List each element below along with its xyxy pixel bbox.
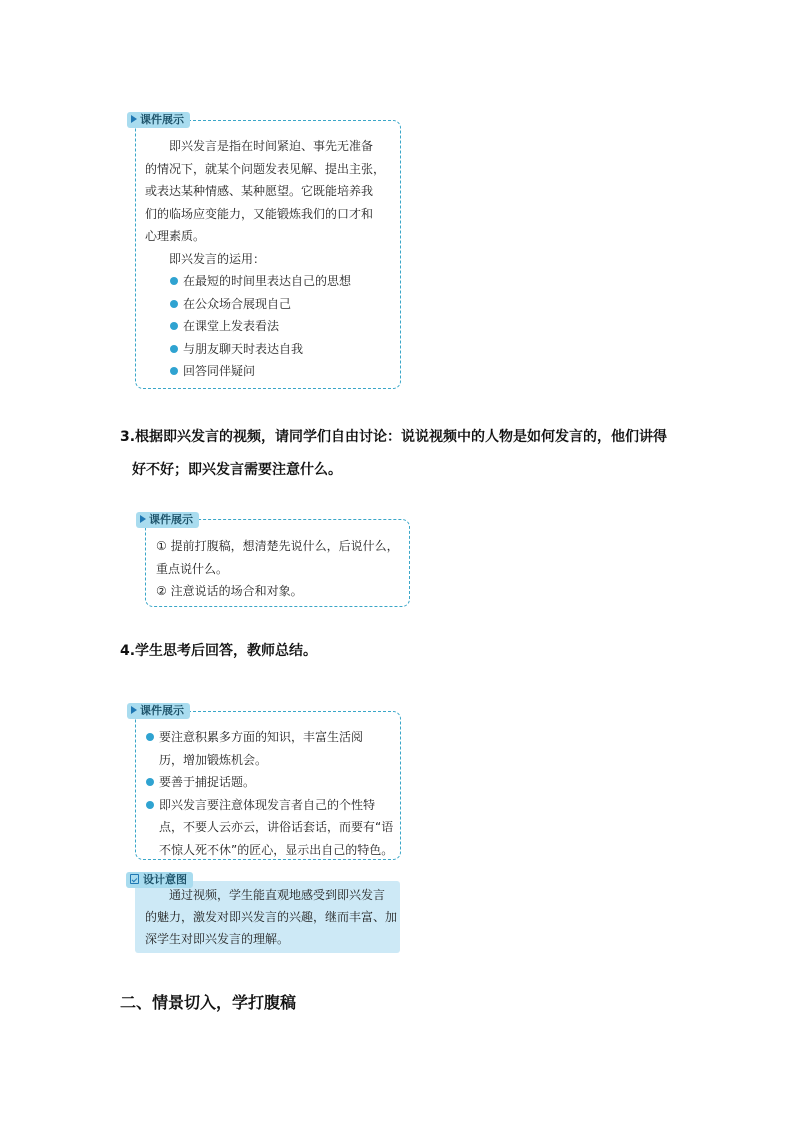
courseware-tag-1	[127, 112, 190, 128]
para-line: 或表达某种情感、某种愿望。它既能培养我	[145, 184, 374, 198]
play-triangle-icon	[140, 515, 146, 523]
question-3-line-2: 好不好；即兴发言需要注意什么。	[132, 462, 342, 478]
clipboard-icon	[130, 874, 139, 884]
para-line: 们的临场应变能力，又能锻炼我们的口才和	[145, 206, 374, 221]
courseware-tag-2	[136, 512, 199, 528]
design-line: 通过视频，学生能直观地感受到即兴发言	[169, 888, 386, 902]
tag-label: 设计意图	[143, 873, 187, 886]
item-line: 要注意积累多方面的知识，丰富生活阅	[159, 730, 364, 744]
item-line: 即兴发言要注意体现发言者自己的个性特	[159, 797, 376, 812]
courseware-1-content	[145, 135, 395, 383]
courseware-2-content	[156, 535, 406, 603]
para-line: 心理素质。	[145, 229, 206, 243]
design-intent-content	[145, 884, 397, 950]
usage-list	[145, 270, 395, 383]
design-line: 深学生对即兴发言的理解。	[145, 932, 290, 946]
note-line: 重点说什么。	[156, 561, 229, 576]
para-line: 的情况下，就某个问题发表见解、提出主张，	[145, 161, 386, 176]
play-triangle-icon	[131, 115, 137, 123]
para-line: 即兴发言是指在时间紧迫、事先无准备	[169, 139, 374, 153]
courseware-3-content	[145, 726, 397, 861]
item-line: 点，不要人云亦云，讲俗话套话，而要有“语	[159, 820, 394, 834]
list-item: 在公众场合展现自己	[169, 293, 395, 316]
question-3-line-1: 3.根据即兴发言的视频，请同学们自由讨论：说说视频中的人物是如何发言的，他们讲得	[120, 429, 668, 445]
question-3	[120, 422, 720, 485]
note-line: ② 注意说话的场合和对象。	[156, 584, 303, 598]
tag-label: 课件展示	[140, 704, 184, 717]
note-line: ① 提前打腹稿，想清楚先说什么，后说什么，	[156, 539, 399, 553]
list-item: 回答同伴疑问	[169, 360, 395, 383]
play-triangle-icon	[131, 706, 137, 714]
courseware-tag-3	[127, 703, 190, 719]
item-line: 历，增加锻炼机会。	[159, 752, 268, 767]
design-line: 的魅力，激发对即兴发言的兴趣，继而丰富、加	[145, 910, 398, 924]
tag-label: 课件展示	[149, 513, 193, 526]
list-item	[145, 794, 397, 862]
list-item	[145, 771, 397, 794]
list-item	[145, 726, 397, 771]
tag-label: 课件展示	[140, 113, 184, 126]
question-4-line-1: 4.学生思考后回答，教师总结。	[120, 643, 318, 659]
item-line: 要善于捕捉话题。	[159, 775, 256, 789]
list-item: 与朋友聊天时表达自我	[169, 338, 395, 361]
section-title: 二、情景切入，学打腹稿	[120, 993, 297, 1012]
list-item: 在课堂上发表看法	[169, 315, 395, 338]
item-line: 不惊人死不休”的匠心，显示出自己的特色。	[159, 842, 394, 857]
list-item: 在最短的时间里表达自己的思想	[169, 270, 395, 293]
usage-subtitle: 即兴发言的运用：	[169, 251, 266, 266]
question-4	[120, 636, 317, 666]
